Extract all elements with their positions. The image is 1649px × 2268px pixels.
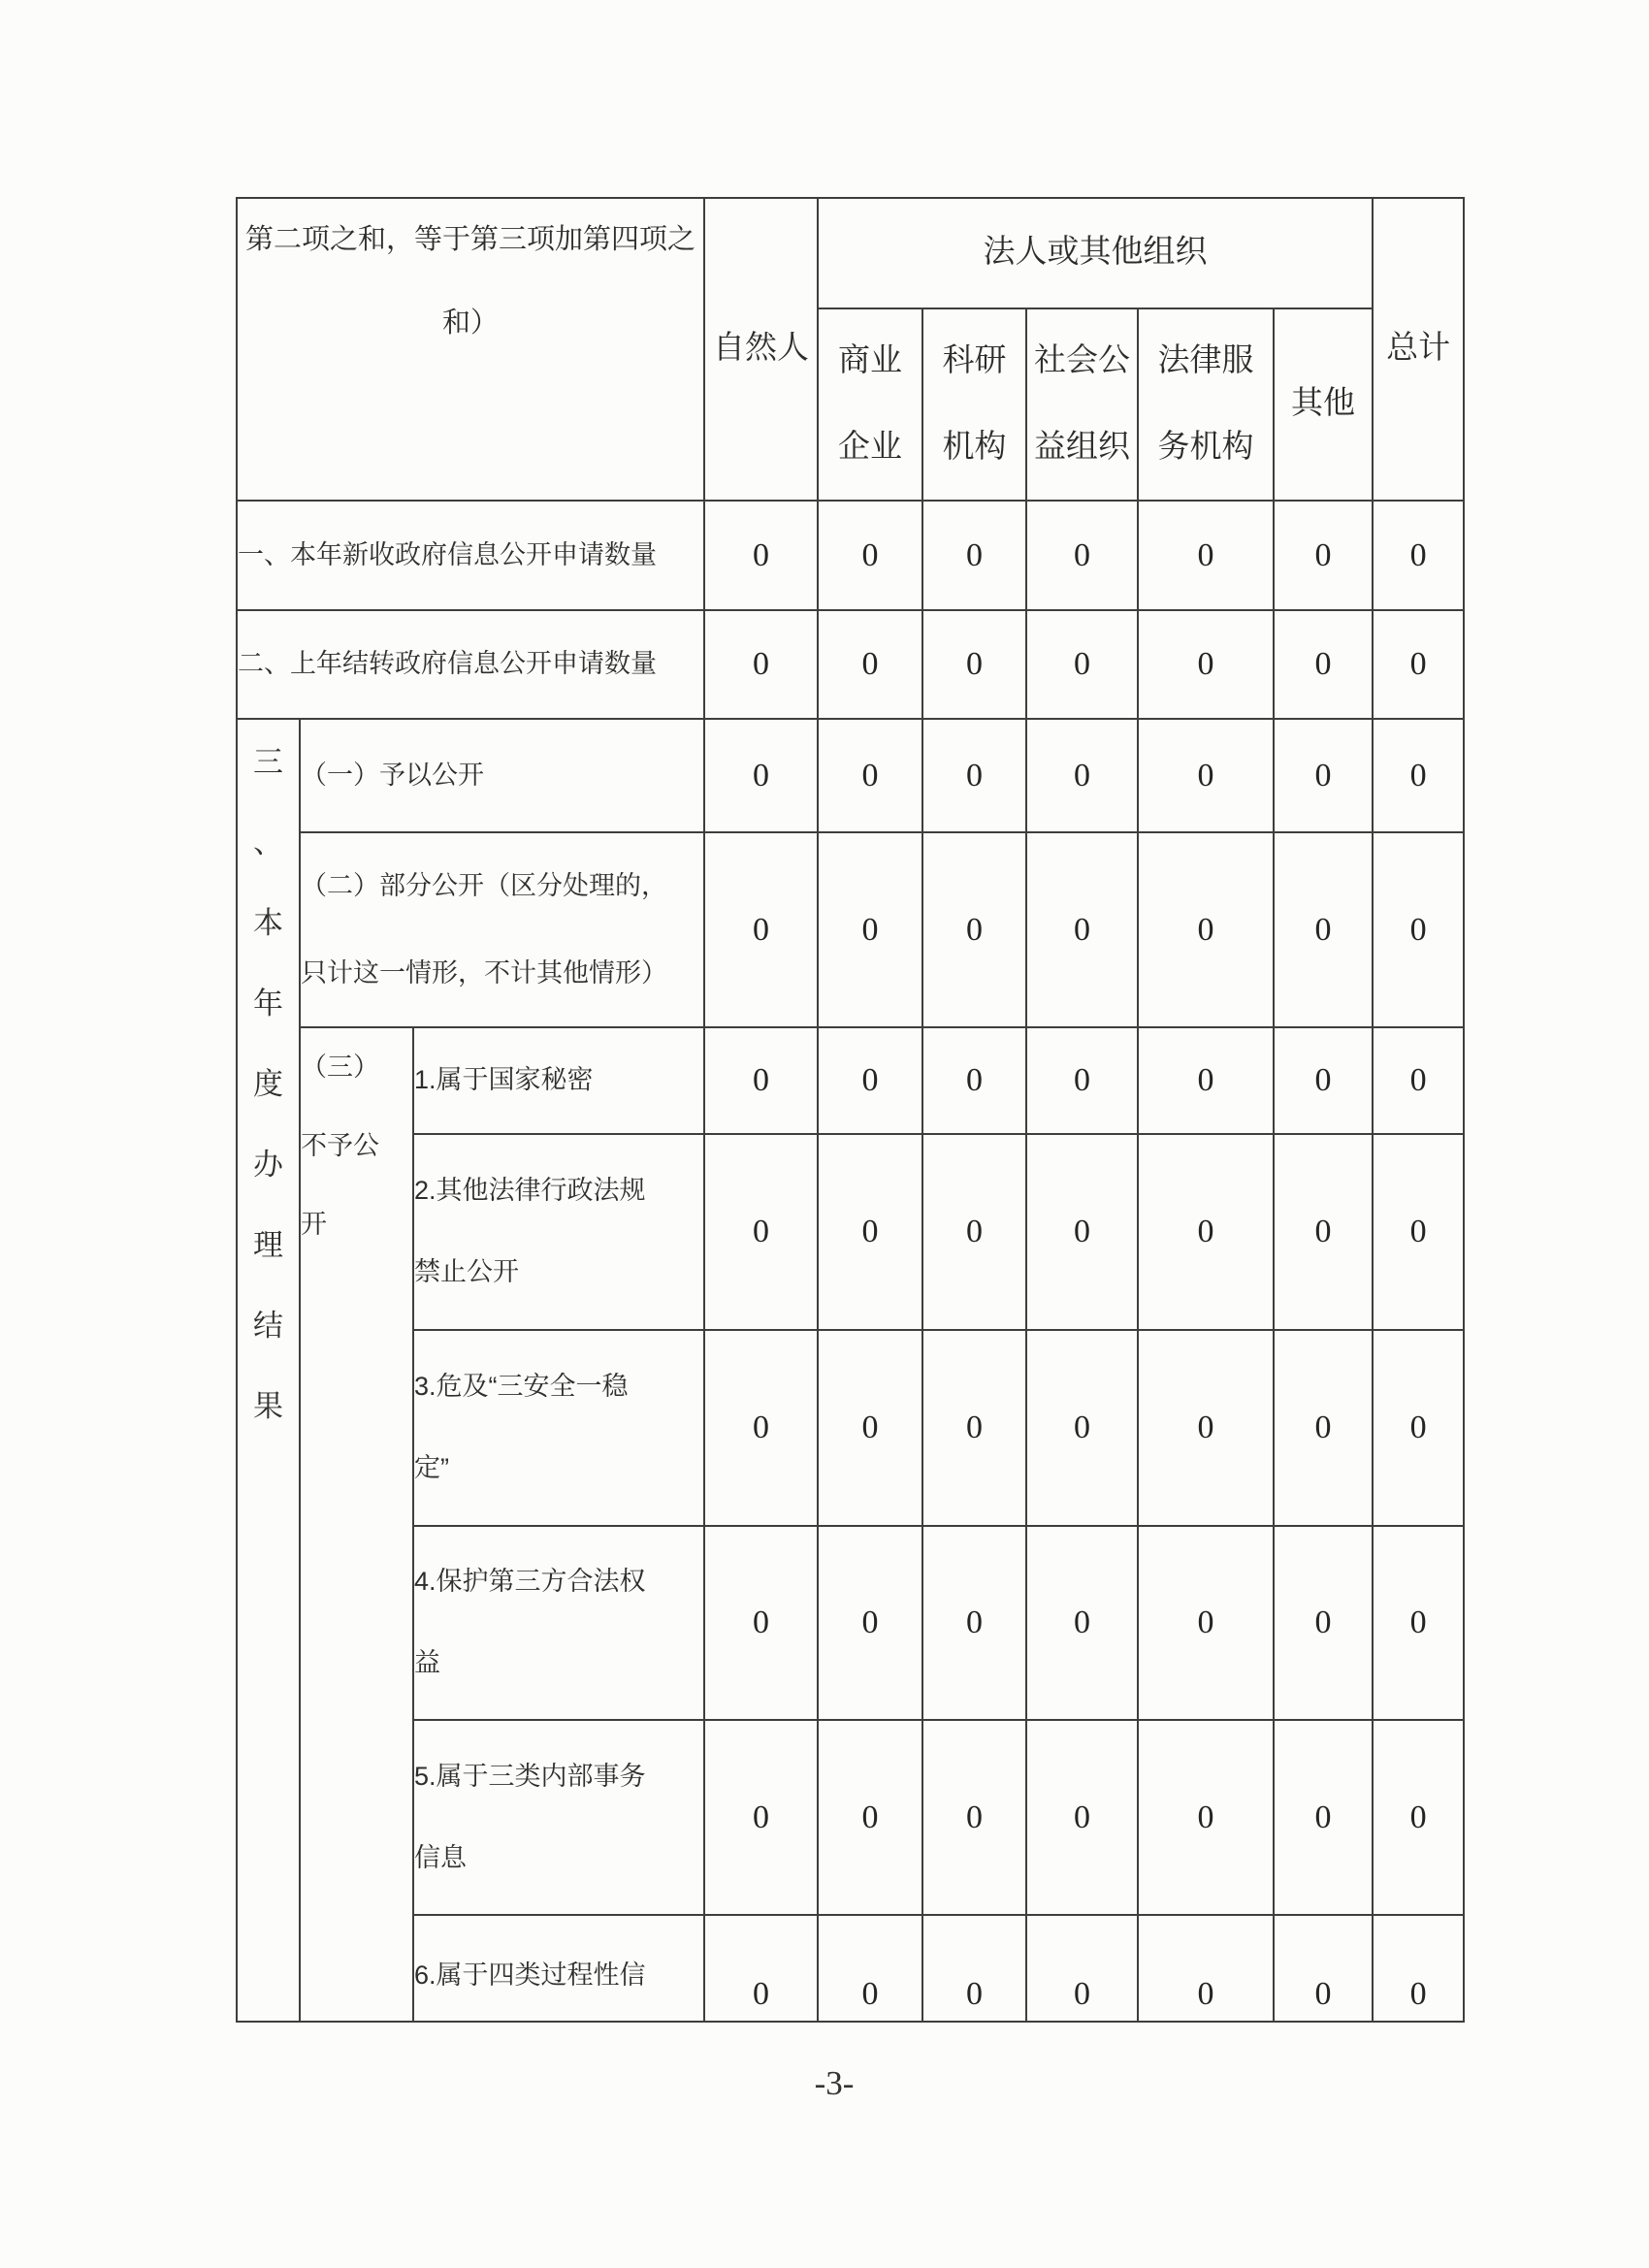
value-cell: 0: [1274, 1330, 1373, 1526]
value-cell: 0: [818, 1526, 922, 1720]
table-row-third-party-rights: [237, 1526, 1464, 1720]
col-header-business: 商业 企业: [818, 308, 922, 501]
row-label: 2.其他法律行政法规 禁止公开: [413, 1134, 704, 1330]
value-cell: 0: [1373, 501, 1464, 610]
value-cell: 0: [1138, 832, 1274, 1027]
table-row-process-information: [237, 1915, 1464, 2022]
value-cell: 0: [1026, 1720, 1138, 1915]
value-cell: 0: [1138, 501, 1274, 610]
col-header-legal-service: 法律服 务机构: [1138, 308, 1274, 501]
row-label: 6.属于四类过程性信: [413, 1915, 704, 2022]
value-cell: 0: [1138, 719, 1274, 832]
row-label: 5.属于三类内部事务 信息: [413, 1720, 704, 1915]
col-header-legal-group-label: 法人或其他组织: [983, 235, 1208, 271]
value-cell: 0: [1373, 719, 1464, 832]
value-cell: 0: [1138, 1720, 1274, 1915]
value-cell: 0: [1026, 832, 1138, 1027]
value-cell: 0: [1373, 1330, 1464, 1526]
value-cell: 0: [1026, 1915, 1138, 2022]
table-row-endanger-safety: [237, 1330, 1464, 1526]
col-header-research: 科研 机构: [922, 308, 1026, 501]
value-cell: 0: [1373, 1027, 1464, 1134]
value-cell: 0: [1373, 832, 1464, 1027]
col-header-other: 其他: [1274, 308, 1373, 501]
value-cell: 0: [818, 1330, 922, 1526]
value-cell: 0: [818, 1720, 922, 1915]
table-row-new-requests: [237, 501, 1464, 610]
table-row-state-secret: [237, 1027, 1464, 1134]
value-cell: 0: [1274, 1915, 1373, 2022]
value-cell: 0: [922, 1134, 1026, 1330]
value-cell: 0: [1274, 832, 1373, 1027]
value-cell: 0: [922, 832, 1026, 1027]
value-cell: 0: [922, 1915, 1026, 2022]
disclosure-report-table: [236, 197, 1465, 2023]
value-cell: 0: [922, 1720, 1026, 1915]
value-cell: 0: [704, 1027, 818, 1134]
value-cell: 0: [1138, 1915, 1274, 2022]
col-header-legal-group: [818, 198, 1373, 308]
value-cell: 0: [818, 832, 922, 1027]
row-label: 一、本年新收政府信息公开申请数量: [237, 501, 704, 610]
value-cell: 0: [704, 1720, 818, 1915]
value-cell: 0: [1274, 1526, 1373, 1720]
header-row-1: [237, 198, 1464, 308]
value-cell: 0: [1373, 1526, 1464, 1720]
value-cell: 0: [1138, 1330, 1274, 1526]
table-row-disclosed: [237, 719, 1464, 832]
value-cell: 0: [1274, 1720, 1373, 1915]
value-cell: 0: [704, 501, 818, 610]
section-vertical-label: [237, 719, 300, 2022]
section-sub-label: （三） 不予公 开: [300, 1027, 413, 2022]
value-cell: 0: [922, 610, 1026, 719]
value-cell: 0: [1373, 1134, 1464, 1330]
value-cell: 0: [818, 719, 922, 832]
value-cell: 0: [818, 501, 922, 610]
table-row-carried-over: [237, 610, 1464, 719]
value-cell: 0: [922, 501, 1026, 610]
value-cell: 0: [704, 610, 818, 719]
value-cell: 0: [704, 1134, 818, 1330]
value-cell: 0: [1026, 1134, 1138, 1330]
value-cell: 0: [1026, 1526, 1138, 1720]
value-cell: 0: [704, 1526, 818, 1720]
value-cell: 0: [922, 1330, 1026, 1526]
value-cell: 0: [704, 1330, 818, 1526]
table-row-partially-disclosed: [237, 832, 1464, 1027]
col-header-public-welfare: 社会公 益组织: [1026, 308, 1138, 501]
value-cell: 0: [1274, 501, 1373, 610]
value-cell: 0: [1026, 719, 1138, 832]
value-cell: 0: [922, 1526, 1026, 1720]
value-cell: 0: [1274, 610, 1373, 719]
value-cell: 0: [1138, 1526, 1274, 1720]
value-cell: 0: [818, 1027, 922, 1134]
row-label: 二、上年结转政府信息公开申请数量: [237, 610, 704, 719]
value-cell: 0: [1026, 501, 1138, 610]
row-label: （一）予以公开: [300, 719, 704, 832]
row-label: 3.危及“三安全一稳 定”: [413, 1330, 704, 1526]
value-cell: 0: [1138, 1134, 1274, 1330]
header-caption: 第二项之和，等于第三项加第四项之 和）: [237, 198, 704, 501]
value-cell: 0: [704, 719, 818, 832]
value-cell: 0: [1274, 1134, 1373, 1330]
page-number: -3-: [814, 2064, 855, 2102]
value-cell: 0: [1373, 1720, 1464, 1915]
value-cell: 0: [704, 832, 818, 1027]
table-row-internal-affairs: [237, 1720, 1464, 1915]
value-cell: 0: [818, 1134, 922, 1330]
value-cell: 0: [1274, 719, 1373, 832]
value-cell: 0: [818, 610, 922, 719]
value-cell: 0: [1026, 610, 1138, 719]
value-cell: 0: [1026, 1027, 1138, 1134]
value-cell: 0: [704, 1915, 818, 2022]
value-cell: 0: [818, 1915, 922, 2022]
value-cell: 0: [1138, 610, 1274, 719]
table-row-law-prohibited: [237, 1134, 1464, 1330]
row-label: 1.属于国家秘密: [413, 1027, 704, 1134]
col-header-natural-person-label: 自然人: [713, 331, 810, 367]
row-label: （二）部分公开（区分处理的， 只计这一情形，不计其他情形）: [300, 832, 704, 1027]
col-header-total: [1373, 198, 1464, 501]
col-header-natural-person: [704, 198, 818, 501]
col-header-total-label: 总计: [1386, 331, 1451, 367]
value-cell: 0: [922, 719, 1026, 832]
value-cell: 0: [1373, 1915, 1464, 2022]
value-cell: 0: [1373, 610, 1464, 719]
row-label: 4.保护第三方合法权 益: [413, 1526, 704, 1720]
section-vertical-label-chars: 三 、 本 年 度 办 理 结 果: [253, 745, 283, 1423]
value-cell: 0: [1274, 1027, 1373, 1134]
value-cell: 0: [922, 1027, 1026, 1134]
value-cell: 0: [1138, 1027, 1274, 1134]
value-cell: 0: [1026, 1330, 1138, 1526]
